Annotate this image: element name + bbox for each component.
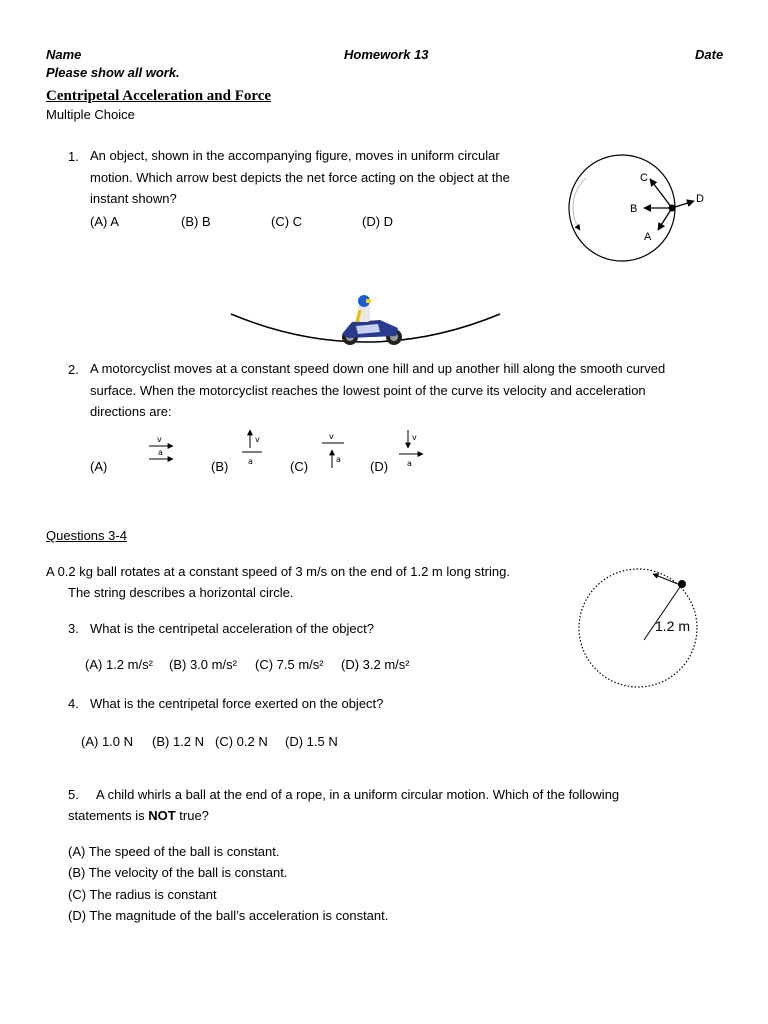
- q2-number: 2.: [68, 362, 79, 377]
- q4-choice-c: (C) 0.2 N: [215, 734, 268, 749]
- vector-diagram-b: [240, 428, 270, 468]
- q5-line-1: A child whirls a ball at the end of a rope, in a uniform circular motion. Which of the following: [96, 787, 620, 802]
- q5-choice-d: (D) The magnitude of the ball’s acceleration is constant.: [68, 908, 389, 923]
- radius-label: 1.2 m: [655, 618, 691, 634]
- q4-choice-b: (B) 1.2 N: [152, 734, 205, 749]
- q5-line-2: [68, 808, 209, 823]
- q3-number: 3.: [68, 621, 79, 636]
- q34-heading: Questions 3-4: [46, 528, 127, 543]
- q4-number: 4.: [68, 696, 79, 711]
- q4-choice-a: (A) 1.0 N: [81, 734, 134, 749]
- q2-choice-b: (B): [211, 459, 229, 474]
- v-label: v: [157, 435, 162, 444]
- q3-choice-a: (A) 1.2 m/s²: [85, 657, 153, 672]
- q2-line: surface. When the motorcyclist reaches the lowest point of the curve its velocity and acceleration: [90, 382, 646, 398]
- v-label: v: [412, 433, 417, 442]
- q5-line-2-post: true?: [175, 808, 209, 823]
- q5-number: 5.: [68, 787, 79, 802]
- v-label: v: [255, 435, 260, 444]
- q1-line: motion. Which arrow best depicts the net force acting on the object at the: [90, 169, 510, 185]
- v-label: v: [329, 432, 334, 441]
- fig-label-a: A: [644, 231, 652, 243]
- vector-diagram-d: [397, 428, 429, 468]
- q1-choice-d: (D) D: [362, 214, 394, 229]
- a-label: a: [248, 457, 253, 466]
- q3-choice-b: (B) 3.0 m/s²: [169, 657, 237, 672]
- vector-diagram-c: [320, 430, 350, 470]
- circular-motion-figure: [560, 145, 720, 275]
- q5-choice-c: (C) The radius is constant: [68, 887, 217, 902]
- q1-choice-a: (A) A: [90, 214, 119, 229]
- q5-choice-b: (B) The velocity of the ball is constant.: [68, 865, 288, 880]
- string-circle-figure: [578, 558, 708, 698]
- q34-intro-2: The string describes a horizontal circle.: [68, 585, 294, 600]
- a-label: a: [336, 455, 341, 464]
- q2-choice-d: (D): [370, 459, 389, 474]
- fig-label-c: C: [640, 172, 648, 184]
- q3-choice-c: (C) 7.5 m/s²: [255, 657, 324, 672]
- q4-choice-d: (D) 1.5 N: [285, 734, 338, 749]
- q3-choice-d: (D) 3.2 m/s²: [341, 657, 410, 672]
- q3-text: What is the centripetal acceleration of the object?: [90, 621, 374, 636]
- q4-text: What is the centripetal force exerted on the object?: [90, 696, 384, 711]
- valley-curve-figure: [228, 292, 503, 352]
- motorcyclist-icon: [342, 295, 402, 345]
- page-title: Centripetal Acceleration and Force: [46, 88, 272, 104]
- q2-choice-a: (A): [90, 459, 108, 474]
- q34-intro-1: A 0.2 kg ball rotates at a constant speed of 3 m/s on the end of 1.2 m long string.: [46, 564, 510, 579]
- q2-text: [90, 358, 665, 423]
- q5-choice-a: (A) The speed of the ball is constant.: [68, 844, 280, 859]
- vector-diagram-a: [145, 434, 177, 464]
- instructions: Please show all work.: [46, 65, 180, 80]
- q1-line: instant shown?: [90, 191, 177, 206]
- q5-not-emphasis: NOT: [148, 808, 176, 823]
- section-label: Multiple Choice: [46, 107, 135, 122]
- a-label: a: [158, 448, 163, 457]
- q2-choice-c: (C): [290, 459, 309, 474]
- q1-choice-c: (C) C: [271, 214, 303, 229]
- q1-number: 1.: [68, 149, 79, 164]
- homework-label: Homework 13: [344, 47, 429, 62]
- a-label: a: [407, 459, 412, 468]
- fig-label-b: B: [630, 203, 638, 215]
- fig-label-d: D: [696, 193, 704, 205]
- q5-line-2-pre: statements is: [68, 808, 149, 823]
- q1-line: An object, shown in the accompanying figure, moves in uniform circular: [90, 148, 500, 163]
- q2-line: A motorcyclist moves at a constant speed down one hill and up another hill along the smooth curved: [90, 361, 666, 376]
- date-label: Date: [695, 47, 724, 62]
- name-label: Name: [46, 47, 82, 62]
- q1-choice-b: (B) B: [181, 214, 211, 229]
- q2-line: directions are:: [90, 404, 172, 419]
- q1-text: [90, 145, 510, 210]
